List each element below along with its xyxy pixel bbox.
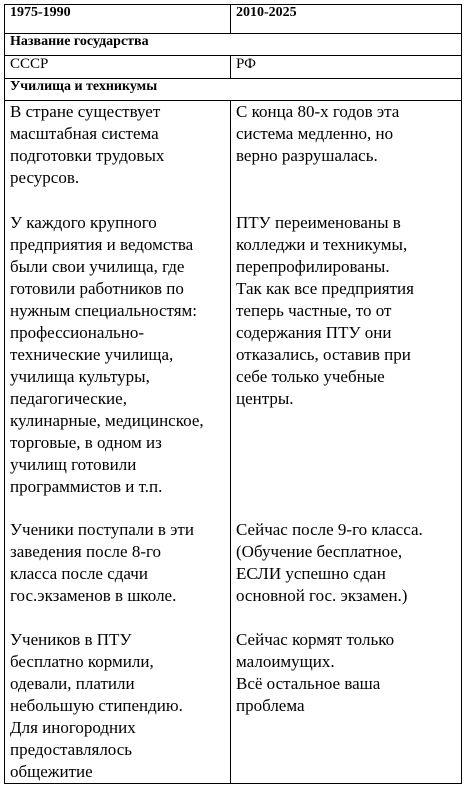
paragraph-enterprise-schools: У каждого крупного предприятия и ведомства были свои училища, где готовили работников по нужным специальностям: профессионально- технические училища, училища культуры, педагогические, кулинарные, медицинское, торговые, в одном из училищ готовили программистов и т.п. [10, 213, 204, 496]
paragraph-admission: Ученики поступали в эти заведения после 8-го класса после сдачи гос.экзаменов в школе. [10, 520, 194, 605]
period-header-1975-1990: 1975-1990 [5, 5, 231, 34]
header-row [5, 5, 462, 34]
paragraph-support-now: Сейчас кормят только малоимущих. Всё остальное ваша проблема [236, 630, 395, 715]
state-row [5, 56, 462, 79]
schools-col-1975-1990 [5, 101, 231, 784]
section-row-schools [5, 79, 462, 101]
paragraph-student-support: Учеников в ПТУ бесплатно кормили, одевали, платили небольшую стипендию. Для иногородних предоставлялось общежитие [10, 630, 183, 781]
section-title-schools: Училища и техникумы [5, 79, 462, 101]
state-name-1: СССР [5, 56, 231, 79]
state-name-2: РФ [231, 56, 462, 79]
schools-col-2010-2025 [231, 101, 462, 784]
paragraph-admission-now: Сейчас после 9-го класса. (Обучение бесплатное, ЕСЛИ успешно сдан основной гос. экзамен.) [236, 520, 423, 605]
section-title-state: Название государства [5, 34, 462, 56]
paragraph-system-decline: С конца 80-х годов эта система медленно, но верно разрушалась. [236, 102, 400, 165]
period-header-2010-2025: 2010-2025 [231, 5, 462, 34]
comparison-table [4, 4, 462, 784]
paragraph-renamed-colleges: ПТУ переименованы в колледжи и техникумы, перепрофилированы. Так как все предприятия теперь частные, то от содержания ПТУ они отказались, оставив при себе только учебные центры. [236, 213, 414, 408]
section-row-state [5, 34, 462, 56]
paragraph-training-system: В стране существует масштабная система подготовки трудовых ресурсов. [10, 102, 165, 187]
schools-content-row [5, 101, 462, 784]
